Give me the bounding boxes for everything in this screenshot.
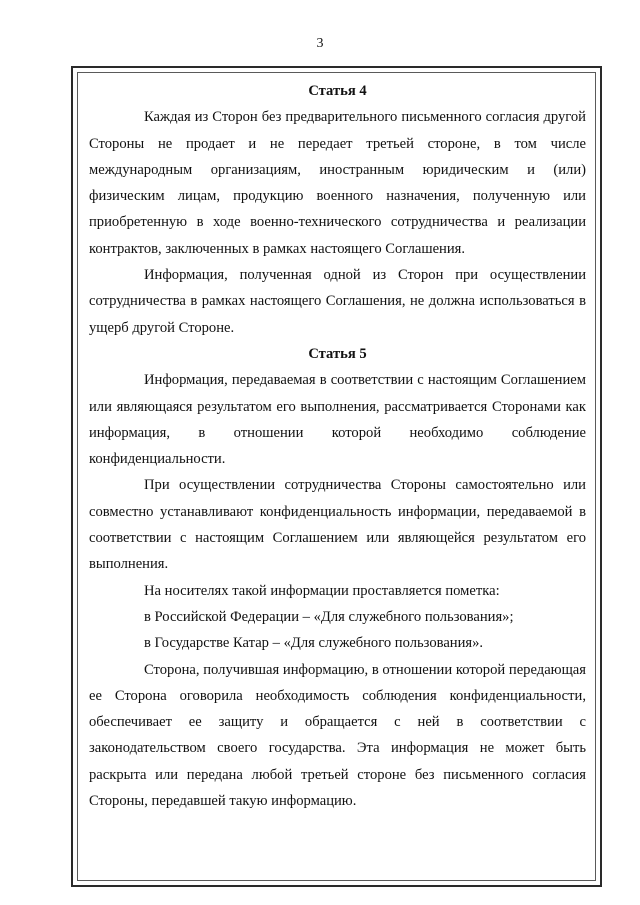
article-4-paragraph-1: Каждая из Сторон без предварительного письменного согласия другой Стороны не продает и не передает третьей стороне, в том числе международным организациям, иностранным юридическим и (или) физическим лицам, продукцию военного назначения, полученную или приобретенную в ходе военно-технического сотрудничества и реализации контрактов, заключенных в рамках настоящего Соглашения. [89,109,586,257]
marking-russia: в Российской Федерации – «Для служебного пользования»; [144,608,514,625]
article-5-paragraph-2: При осуществлении сотрудничества Стороны самостоятельно или совместно устанавливают конфиденциальность информации, передаваемой в соответствии с настоящим Соглашением или являющейся результатом его выполнения. [89,477,586,573]
article-4-paragraph-2: Информация, полученная одной из Сторон при осуществлении сотрудничества в рамках настоящего Соглашения, не должна использоваться в ущерб другой Стороне. [89,267,586,336]
article-5-paragraph-1: Информация, передаваемая в соответствии с настоящим Соглашением или являющаяся результатом его выполнения, рассматривается Сторонами как информация, в отношении которой необходимо соблюдение конфиденциальности. [89,372,586,468]
article-5-heading: Статья 5 [308,345,367,362]
document-body [89,78,586,814]
article-4-heading: Статья 4 [308,83,367,99]
marking-qatar: в Государстве Катар – «Для служебного пользования». [144,635,484,652]
page-number: 3 [316,36,324,51]
marking-intro: На носителях такой информации проставляется пометка: [144,582,500,599]
article-5-paragraph-final: Сторона, получившая информацию, в отношении которой передающая ее Сторона оговорила необходимость соблюдения конфиденциальности, обеспечивает ее защиту и обращается с ней в соответствии с законодательством своего государства. Эта информация не может быть раскрыта или передана любой третьей стороне без письменного согласия Стороны, передавшей такую информацию. [89,661,586,810]
